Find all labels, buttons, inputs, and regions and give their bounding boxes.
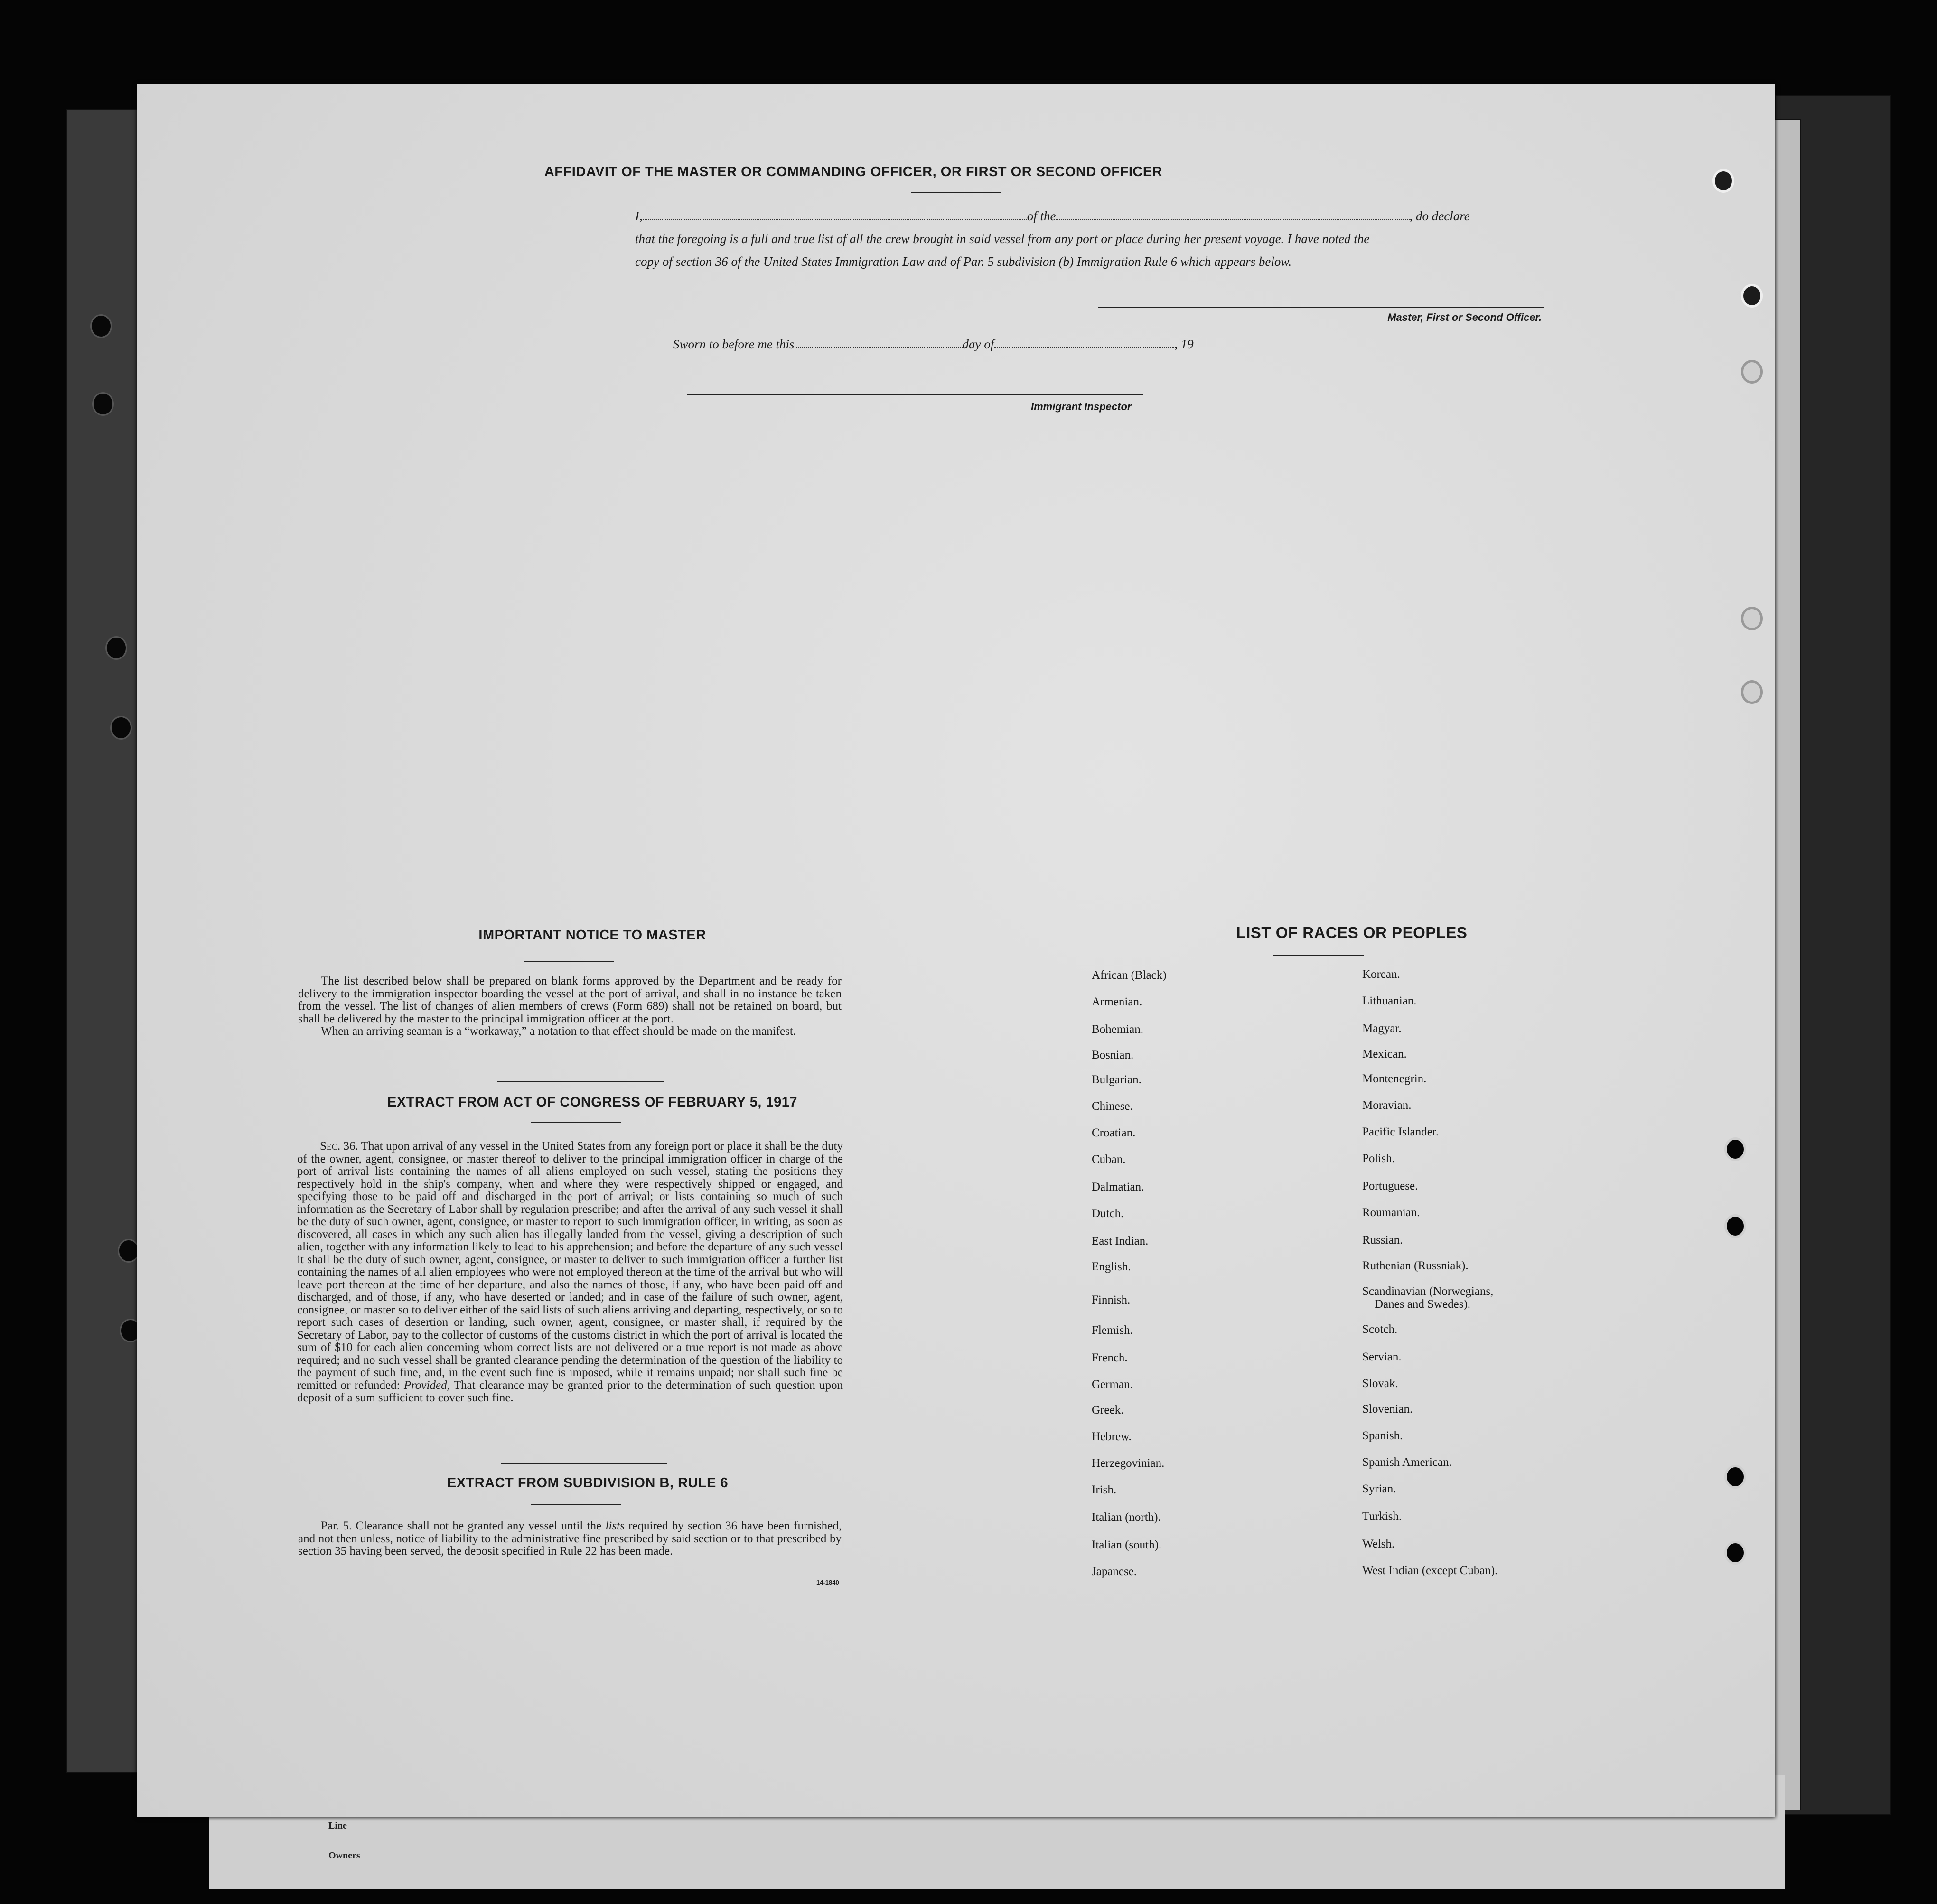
affidavit-i: I,	[635, 209, 643, 223]
binder-hole	[105, 636, 127, 660]
day-of-text: day of	[962, 337, 994, 351]
race-item: Flemish.	[1092, 1324, 1133, 1337]
race-item: Pacific Islander.	[1362, 1126, 1439, 1138]
binder-hole	[92, 392, 114, 416]
rule-body	[298, 1520, 842, 1558]
races-title-rule	[1273, 955, 1364, 956]
act-title-rule	[531, 1122, 621, 1123]
race-item: Italian (north).	[1092, 1511, 1161, 1524]
race-item: Chinese.	[1092, 1100, 1133, 1113]
race-item: Japanese.	[1092, 1565, 1137, 1578]
race-item: German.	[1092, 1378, 1133, 1391]
race-item: Dalmatian.	[1092, 1181, 1144, 1193]
race-item: Syrian.	[1362, 1482, 1396, 1495]
race-item: Roumanian.	[1362, 1206, 1420, 1219]
punch-ring	[1741, 680, 1763, 704]
race-item: Bohemian.	[1092, 1023, 1144, 1036]
race-item: Armenian.	[1092, 995, 1142, 1008]
under-line-label: Line	[328, 1820, 347, 1831]
race-item: Herzegovinian.	[1092, 1457, 1165, 1470]
act-separator	[501, 1463, 667, 1464]
races-left-column	[1092, 969, 1329, 1586]
punch-ring	[1741, 360, 1763, 384]
race-item: Bosnian.	[1092, 1049, 1134, 1061]
race-item: African (Black)	[1092, 969, 1167, 982]
signer-caption: Master, First or Second Officer.	[1387, 311, 1542, 323]
race-item: Russian.	[1362, 1234, 1403, 1247]
race-item: Slovenian.	[1362, 1403, 1413, 1416]
affidavit-title: AFFIDAVIT OF THE MASTER OR COMMANDING OFFICER, OR FIRST OR SECOND OFFICER	[544, 164, 1163, 179]
race-item: Italian (south).	[1092, 1538, 1162, 1551]
affidavit-line-1	[635, 209, 1542, 224]
race-item: Scotch.	[1362, 1323, 1398, 1336]
affidavit-title-rule	[911, 192, 1001, 193]
notice-para-1: The list described below shall be prepared on blank forms approved by the Department and be ready for delivery to the immigration inspector boarding the vessel at the port of arrival, and shall in no instance be taken from the vessel. The list of changes of alien members of crews (Form 689) shall not be retained on board, but shall be delivered by the master to the principal immigration officer at the port.	[298, 975, 842, 1025]
sworn-text: Sworn to before me this	[673, 337, 795, 351]
rule-title-rule	[531, 1504, 621, 1505]
race-item: Slovak.	[1362, 1377, 1398, 1390]
form-number: 14-1840	[816, 1579, 839, 1586]
race-item: Cuban.	[1092, 1153, 1126, 1166]
affidavit-of-the: of the	[1027, 209, 1056, 223]
race-item: Dutch.	[1092, 1207, 1124, 1220]
race-item: Spanish.	[1362, 1429, 1403, 1442]
sworn-line	[673, 337, 1194, 352]
rule-title: EXTRACT FROM SUBDIVISION B, RULE 6	[447, 1475, 729, 1491]
punch-ring	[1741, 607, 1763, 630]
inspector-caption: Immigrant Inspector	[1031, 401, 1132, 413]
month-blank[interactable]	[994, 347, 1174, 348]
punch-ring	[1724, 1137, 1746, 1161]
race-item: Magyar.	[1362, 1022, 1402, 1035]
binder-hole	[110, 716, 132, 740]
race-item-continuation: Danes and Swedes).	[1375, 1298, 1471, 1311]
races-title: LIST OF RACES OR PEOPLES	[1236, 924, 1468, 941]
act-title: EXTRACT FROM ACT OF CONGRESS OF FEBRUARY 5, 1917	[387, 1095, 798, 1110]
binder-hole	[90, 314, 112, 338]
race-item: Ruthenian (Russniak).	[1362, 1259, 1469, 1272]
act-body	[297, 1140, 843, 1405]
rule-text-a: Par. 5. Clearance shall not be granted any vessel until the	[321, 1519, 602, 1532]
name-blank[interactable]	[643, 219, 1027, 220]
race-item: Scandinavian (Norwegians,	[1362, 1285, 1494, 1298]
race-item: Servian.	[1362, 1351, 1402, 1363]
notice-title-rule	[524, 961, 614, 962]
act-text-end: That clearance may be granted prior to the determination of such question upon deposit of a sum sufficient to cover such fine.	[297, 1379, 843, 1404]
act-provided: Provided,	[403, 1379, 450, 1392]
signature-line[interactable]	[1098, 307, 1544, 308]
race-item: Spanish American.	[1362, 1456, 1452, 1469]
act-sec-label: Sec. 36.	[320, 1140, 358, 1153]
notice-title: IMPORTANT NOTICE TO MASTER	[478, 928, 706, 943]
affidavit-line-2: that the foregoing is a full and true list of all the crew brought in said vessel from any port or place during her present voyage. I have noted the	[635, 232, 1370, 246]
race-item: East Indian.	[1092, 1235, 1149, 1247]
race-item: Mexican.	[1362, 1048, 1407, 1060]
race-item: Welsh.	[1362, 1538, 1395, 1550]
act-text-main: That upon arrival of any vessel in the United States from any foreign port or place it shall be the duty of the owner, agent, consignee, or master thereof to deliver to the principal immigration officer in charge of the port of arrival lists containing the names of all aliens employed on such vessel, stating the positions they respectively hold in the ship's company, when and where they were respectively shipped or engaged, and specifying those to be paid off and discharged in the port of arrival; or lists containing so much of such information as the Secretary of Labor shall by regulation prescribe; and after the arrival of any such vessel it shall be the duty of such owner, agent, consignee, or master to report to such immigration officer, in writing, as soon as discovered, all cases in which any such alien has illegally landed from the vessel, giving a description of such alien, together with any information likely to lead to his apprehension; and before the departure of any such vessel it shall be the duty of such owner, agent, consignee, or master to deliver to such immigration officer a further list containing the names of all alien employees who were not employed thereon at the time of the arrival but who will leave port thereon at the time of her departure, and also the names of those, if any, who have been paid off and discharged, and of those, if any, who have deserted or landed; and in case of the failure of such owner, agent, consignee, or master so to deliver either of the said lists of such aliens arriving and departing, respectively, or so to report such cases of desertion or landing, such owner, agent, consignee, or master shall, if required by the Secretary of Labor, pay to the collector of customs of the customs district in which the port of arrival is located the sum of $10 for each alien concerning whom correct lists are not delivered or a true report is not made as above required; and no such vessel shall be granted clearance pending the determination of the question of the liability to the payment of such fine, and, in the event such fine is imposed, while it remains unpaid; nor shall such fine be remitted or refunded:	[297, 1140, 843, 1392]
rule-lists: lists	[605, 1519, 625, 1532]
race-item: Korean.	[1362, 968, 1400, 981]
punch-ring	[1724, 1465, 1746, 1489]
race-item: Bulgarian.	[1092, 1073, 1142, 1086]
races-right-column	[1362, 968, 1647, 1585]
race-item: French.	[1092, 1351, 1128, 1364]
inspector-signature-line[interactable]	[687, 394, 1143, 395]
race-item: Portuguese.	[1362, 1180, 1418, 1192]
race-item: Polish.	[1362, 1152, 1395, 1165]
race-item: Hebrew.	[1092, 1430, 1132, 1443]
race-item: Greek.	[1092, 1404, 1124, 1416]
notice-body	[298, 975, 842, 1038]
vessel-blank[interactable]	[1056, 219, 1410, 220]
race-item: Moravian.	[1362, 1099, 1412, 1112]
race-item: Irish.	[1092, 1483, 1117, 1496]
notice-para-2: When an arriving seaman is a “workaway,” a notation to that effect should be made on the manifest.	[321, 1025, 796, 1038]
punch-ring	[1724, 1541, 1746, 1565]
race-item: English.	[1092, 1260, 1131, 1273]
affidavit-do-declare: , do declare	[1409, 209, 1470, 223]
punch-ring	[1712, 169, 1734, 193]
manifest-page	[137, 84, 1775, 1817]
race-item: Lithuanian.	[1362, 994, 1417, 1007]
race-item: West Indian (except Cuban).	[1362, 1564, 1498, 1577]
race-item: Turkish.	[1362, 1510, 1402, 1523]
race-item: Finnish.	[1092, 1294, 1131, 1306]
year-prefix: , 19	[1174, 337, 1194, 351]
punch-ring	[1724, 1214, 1746, 1238]
race-item: Montenegrin.	[1362, 1072, 1427, 1085]
under-owners-label: Owners	[328, 1850, 360, 1861]
affidavit-line-3: copy of section 36 of the United States Immigration Law and of Par. 5 subdivision (b) Immigration Rule 6 which appears below.	[635, 254, 1292, 269]
notice-separator	[497, 1081, 664, 1082]
sworn-day-blank[interactable]	[795, 347, 963, 348]
punch-ring	[1741, 284, 1763, 308]
race-item: Croatian.	[1092, 1126, 1136, 1139]
rule-text-b: required by section 36 have been furnished, and not then unless, notice of liability to the administrative fine prescribed by said section or to that prescribed by section 35 having been served, the deposit specified in Rule 22 has been made.	[298, 1519, 842, 1557]
